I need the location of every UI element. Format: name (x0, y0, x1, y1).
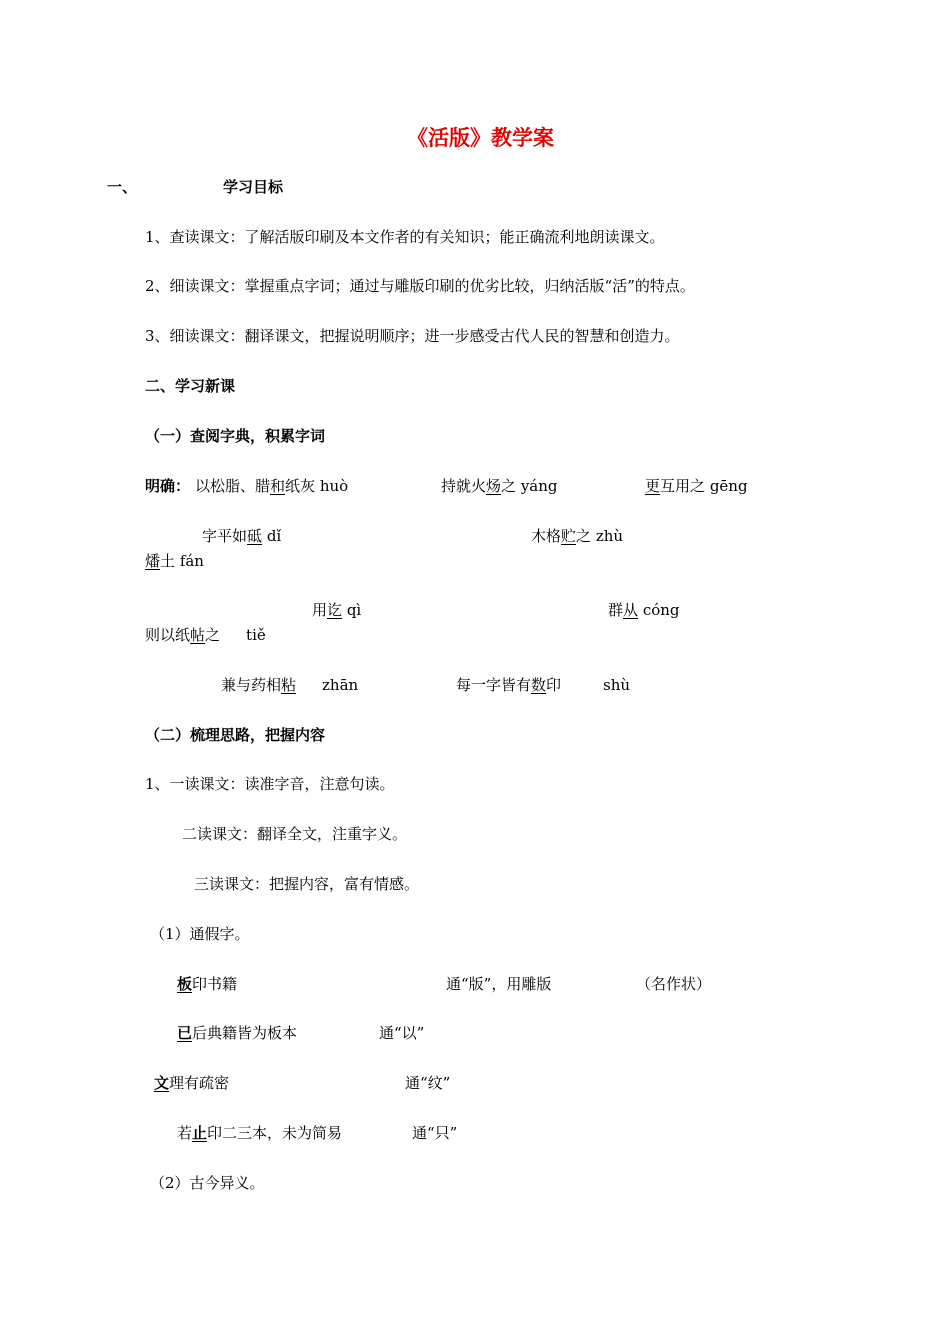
list-heading: （1）通假字。 (150, 925, 250, 943)
tongjia-sentence: 板印书籍 (177, 975, 238, 993)
section-number: 一、 (107, 178, 138, 196)
tongjia-note: 通“版”，用雕版 (446, 975, 552, 993)
list-heading: （2）古今异义。 (150, 1174, 265, 1192)
goal-item: 3、细读课文：翻译课文，把握说明顺序；进一步感受古代人民的智慧和创造力。 (145, 327, 680, 345)
subsection-heading: （一）查阅字典，积累字词 (145, 427, 326, 445)
tongjia-note: 通“纹” (405, 1074, 451, 1092)
vocab-item: 兼与药相粘 zhān (221, 676, 359, 694)
goal-item: 2、细读课文：掌握重点字词；通过与雕版印刷的优劣比较，归纳活版“活”的特点。 (145, 277, 695, 295)
section-heading: 学习目标 (223, 178, 284, 196)
section-heading: 二、学习新课 (145, 377, 236, 395)
reading-step: 1、一读课文：读准字音，注意句读。 (145, 775, 395, 793)
vocab-item: 群从 cóng (608, 601, 680, 619)
tongjia-note: 通“只” (412, 1124, 458, 1142)
vocab-item: 则以纸帖之 tiě (145, 626, 266, 644)
tongjia-sentence: 若止印二三本，未为简易 (177, 1124, 343, 1142)
vocab-item: 持就火炀之 yáng (441, 477, 558, 495)
vocab-item: 每一字皆有数印 shù (456, 676, 631, 694)
vocab-item: 字平如砥 dǐ (202, 527, 282, 545)
vocab-item: 燔土 fán (145, 552, 204, 570)
vocab-lead: 明确： (145, 477, 191, 495)
tongjia-note: 通“以” (379, 1024, 425, 1042)
vocab-item: 木格贮之 zhù (531, 527, 624, 545)
reading-step: 二读课文：翻译全文，注重字义。 (182, 825, 408, 843)
subsection-heading: （二）梳理思路，把握内容 (145, 726, 326, 744)
reading-step: 三读课文：把握内容，富有情感。 (194, 875, 420, 893)
tongjia-sentence: 文理有疏密 (154, 1074, 230, 1092)
tongjia-sentence: 已后典籍皆为板本 (177, 1024, 298, 1042)
page-title: 《活版》教学案 (407, 125, 554, 150)
goal-item: 1、查读课文：了解活版印刷及本文作者的有关知识；能正确流利地朗读课文。 (145, 228, 665, 246)
vocab-item: 用讫 qì (312, 601, 362, 619)
vocab-item: 以松脂、腊和纸灰 huò (195, 477, 349, 495)
vocab-item: 更互用之 gēng (645, 477, 748, 495)
tongjia-extra: （名作状） (636, 975, 712, 993)
